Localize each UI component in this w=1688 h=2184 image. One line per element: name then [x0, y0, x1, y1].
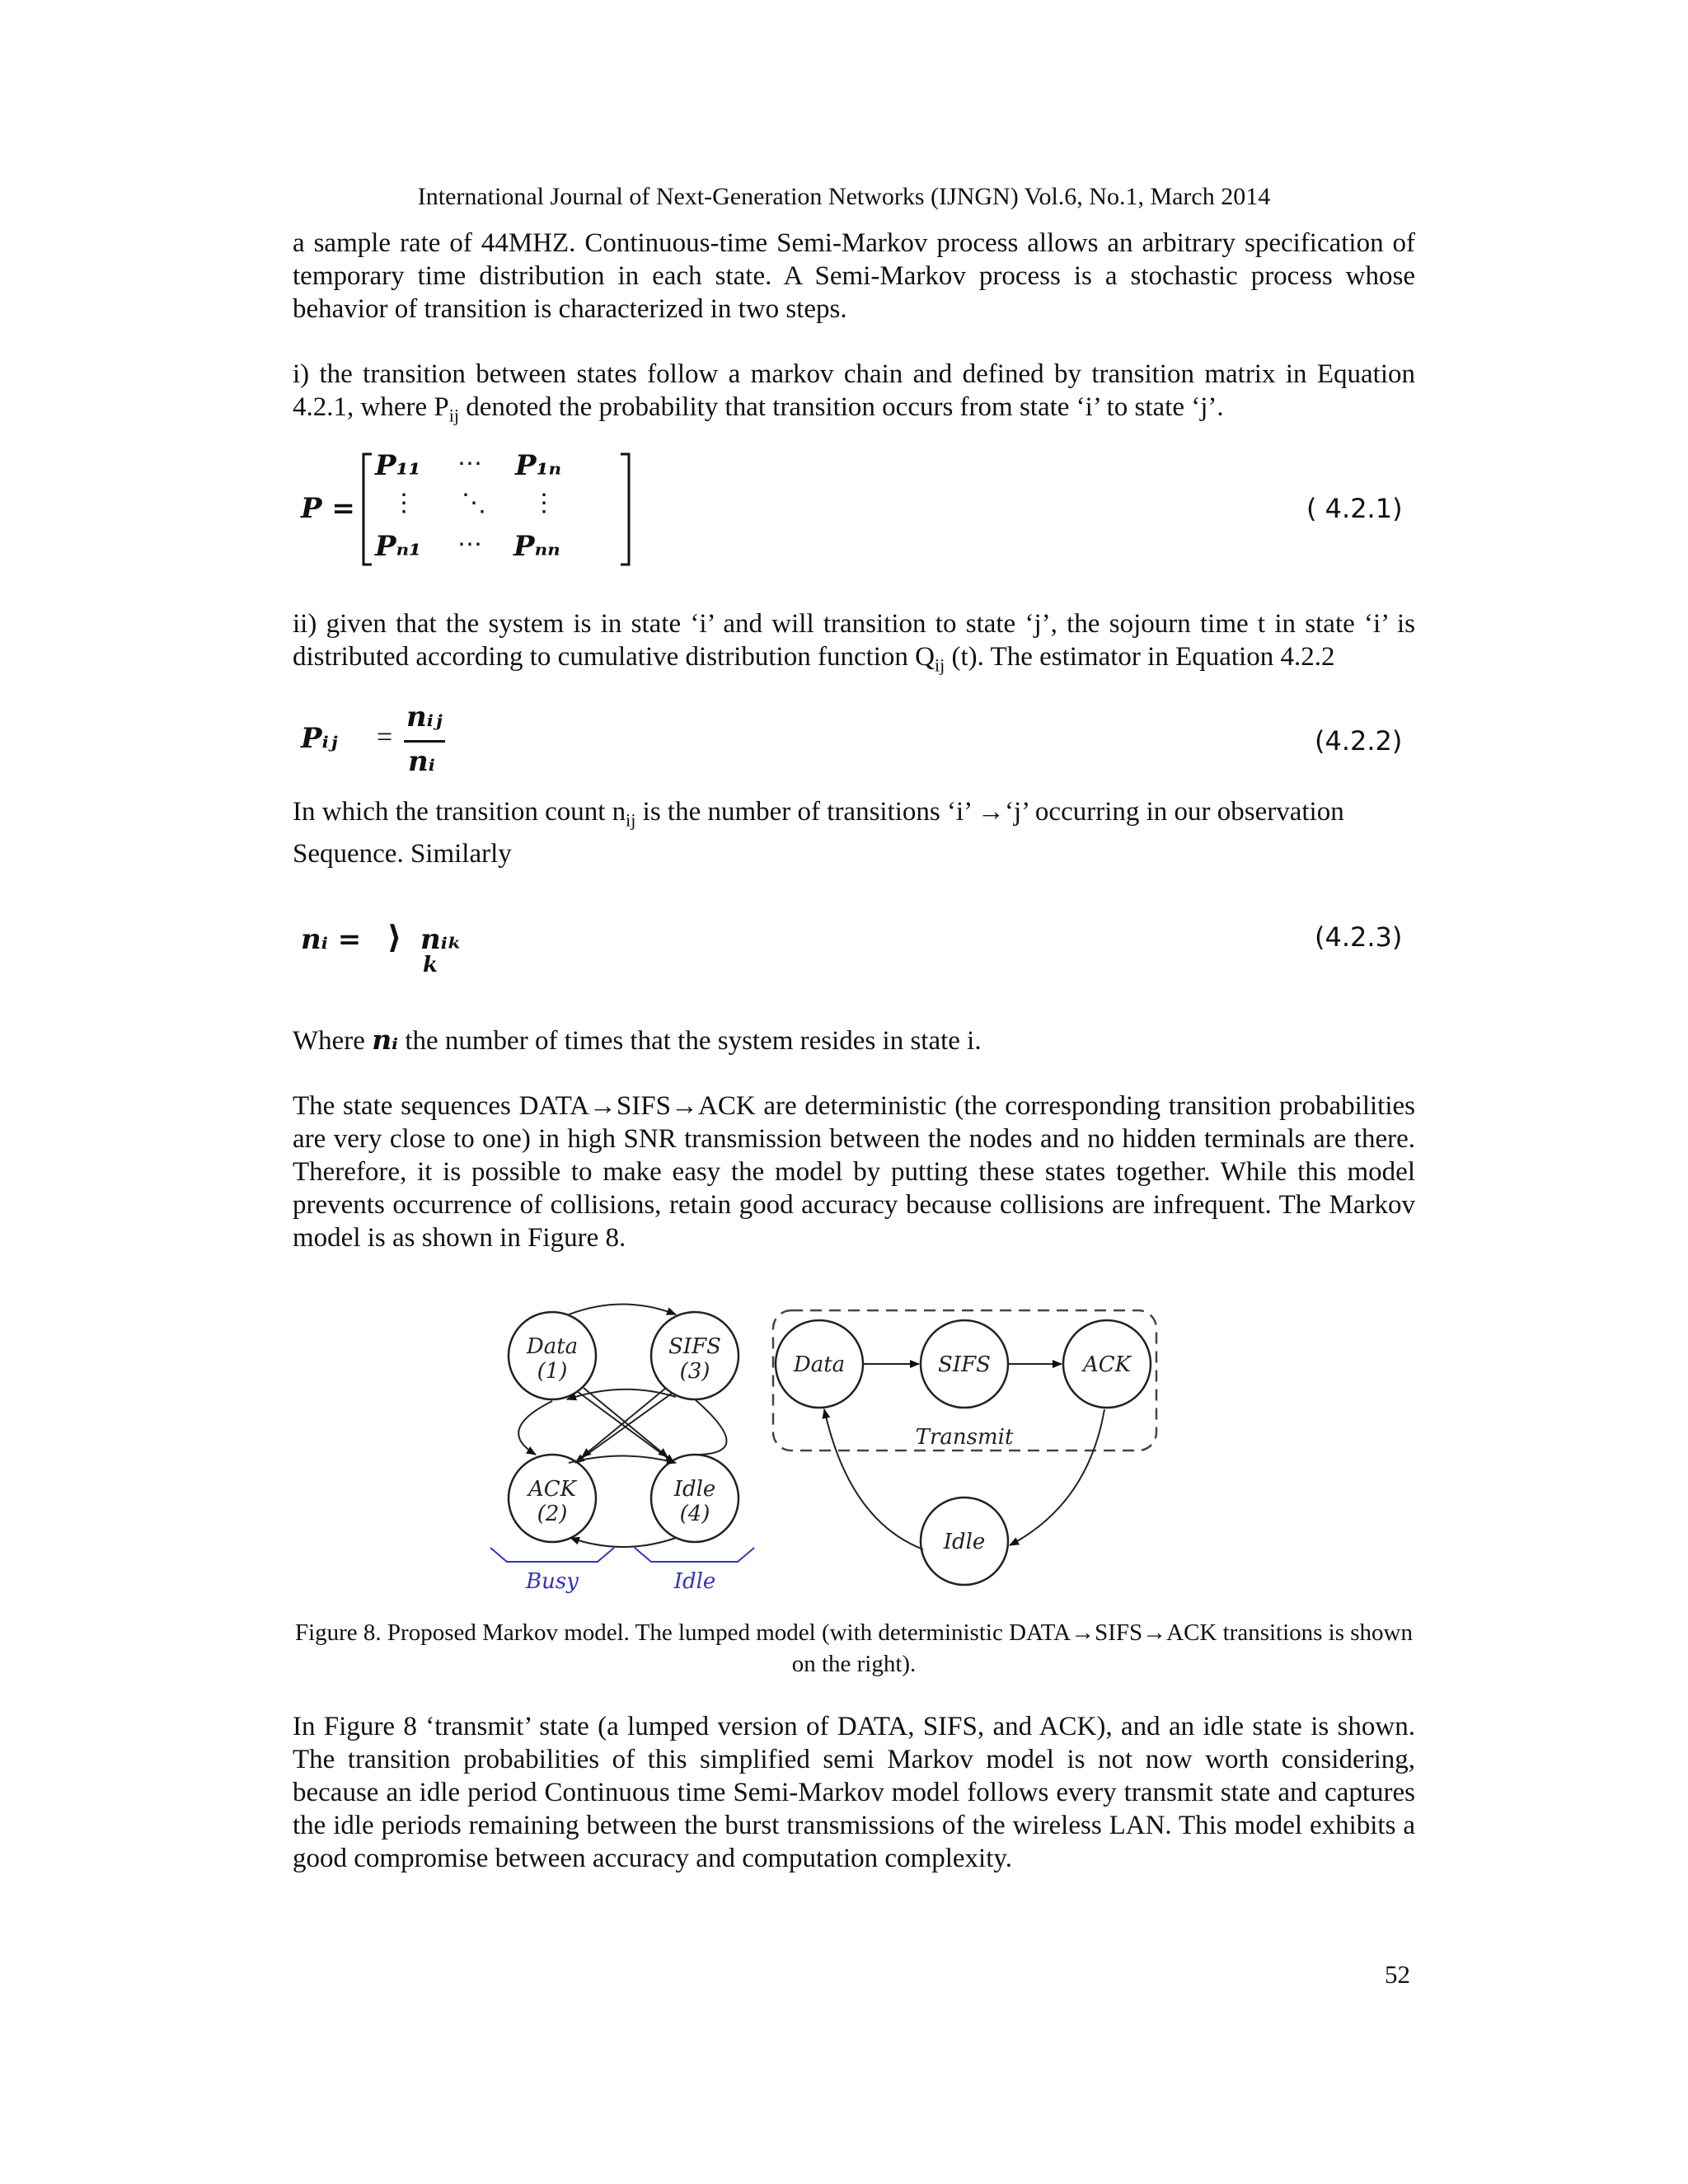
group-braces: [490, 1548, 754, 1562]
matrix-vdots-left: ⋮: [392, 490, 416, 517]
equation-label-4-2-2: (4.2.2): [1315, 725, 1403, 757]
paragraph-step-one: i) the transition between states follow a markov chain and defined by transition matrix in Equation 4.2.1, where $P_{ij}$ denoted the probability that transition occurs from state ‘i’ to state ‘j’.: [293, 359, 1415, 426]
node-ack-2-index: (2): [537, 1502, 568, 1526]
matrix-p1n: P₁ₙ: [515, 449, 562, 482]
fraction-bar: [404, 740, 445, 743]
estimator-denominator: nᵢ: [408, 745, 435, 778]
node-idle-label: Idle: [943, 1530, 986, 1554]
sum-index: k: [423, 953, 438, 977]
node-sifs-3-index: (3): [679, 1359, 710, 1384]
matrix-lhs: P =: [301, 492, 355, 525]
sum-symbol: ⟩: [387, 921, 402, 955]
paragraph-deterministic: The state sequences DATA→SIFS→ACK are deterministic (the corresponding transition probabilities are very close to one) in high SNR transmission between the nodes and no hidden terminals are there. Therefore, it is possible to make easy the model by putting these states together. While this model prevents occurrence of collisions, retain good accuracy because collisions are infrequent. The Markov model is as shown in Figure 8.: [293, 1091, 1415, 1253]
paragraph-transmit-state: In Figure 8 ‘transmit’ state (a lumped version of DATA, SIFS, and ACK), and an idle state is shown. The transition probabilities of this simplified semi Markov model is not now worth considering, because an idle period Continuous time Semi-Markov model follows every transmit state and captures the idle periods remaining between the burst transmissions of the wireless LAN. This model exhibits a good compromise between accuracy and computation complexity.: [293, 1712, 1415, 1873]
node-data-1-name: Data: [526, 1334, 579, 1359]
node-ack-2-name: ACK: [528, 1477, 577, 1502]
running-head: International Journal of Next-Generation Networks (IJNGN) Vol.6, No.1, March 2014: [417, 183, 1271, 210]
paragraph-intro: a sample rate of 44MHZ. Continuous-time Semi-Markov process allows an arbitrary specification of temporary time distribution in each state. A Semi-Markov process is a stochastic process whose behavior of transition is characterized in two steps.: [293, 228, 1415, 324]
estimator-lhs: Pᵢⱼ: [301, 722, 338, 755]
equation-4-2-1: [301, 449, 696, 573]
matrix-ddots: ⋱: [462, 490, 486, 517]
transmit-label: Transmit: [915, 1425, 1014, 1450]
figure-8-markov-model: [478, 1294, 1187, 1607]
node-idle-4-name: Idle: [673, 1477, 716, 1502]
matrix-p11: P₁₁: [375, 449, 421, 482]
idle-group-label: Idle: [673, 1569, 716, 1594]
matrix-pnn: Pₙₙ: [513, 530, 560, 563]
estimator-equals: =: [377, 722, 393, 752]
sum-term: nᵢₖ: [420, 923, 462, 956]
busy-brace: [490, 1548, 614, 1562]
paragraph-transition-count: In which the transition count $n_{ij}$ is the number of transitions ‘i’ →‘j’ occurring in our observation Sequence. Similarly: [293, 797, 1344, 869]
matrix-hdots-top: ⋯: [457, 450, 482, 477]
node-data-label: Data: [793, 1352, 846, 1377]
busy-label: Busy: [526, 1569, 579, 1594]
matrix-vdots-right: ⋮: [532, 490, 556, 517]
node-sifs-label: SIFS: [938, 1352, 991, 1377]
node-data-1-index: (1): [537, 1359, 568, 1384]
equation-4-2-2: [301, 701, 482, 791]
equation-4-2-3: [301, 915, 515, 981]
sum-lhs: nᵢ =: [301, 923, 362, 956]
equation-label-4-2-1: ( 4.2.1): [1306, 493, 1403, 524]
paragraph-where: Where nᵢ the number of times that the system resides in state i.: [293, 1024, 982, 1056]
figure-8-caption: Figure 8. Proposed Markov model. The lumped model (with deterministic DATA→SIFS→ACK transitions is shown on the right).: [294, 1619, 1414, 1677]
equation-label-4-2-3: (4.2.3): [1315, 921, 1403, 953]
estimator-numerator: nᵢⱼ: [406, 701, 443, 733]
matrix-pn1: Pₙ₁: [375, 530, 422, 563]
node-idle-4-index: (4): [679, 1502, 710, 1526]
node-sifs-3-name: SIFS: [668, 1334, 721, 1359]
paragraph-step-two: ii) given that the system is in state ‘i’ and will transition to state ‘j’, the sojourn time t in state ‘i’ is distributed according to cumulative distribution function $Q_{ij}$ (t). The estimator in Equation 4.2.2: [293, 609, 1415, 676]
idle-brace: [635, 1548, 754, 1562]
node-ack-label: ACK: [1082, 1352, 1132, 1377]
page-number: 52: [1385, 1960, 1410, 1989]
matrix-hdots-bottom: ⋯: [457, 531, 482, 558]
